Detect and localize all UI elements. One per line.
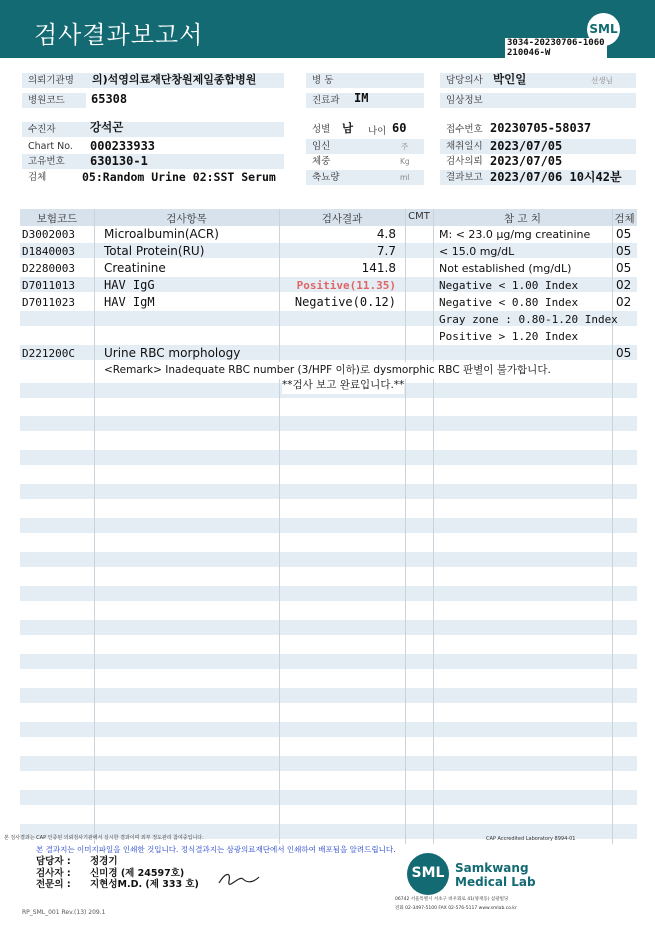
lab-logo: [407, 853, 449, 895]
row-0-item: Microalbumin(ACR): [104, 227, 219, 241]
examiner-value: 신미경 (제 24597호): [90, 868, 185, 879]
department-label: 진료과: [306, 93, 424, 108]
unique-number-label: 고유번호: [22, 154, 284, 169]
hospital-code-value: 65308: [91, 92, 128, 106]
row-1-result: 7.7: [376, 244, 396, 258]
row-0-result: 4.8: [376, 227, 396, 241]
rbc-remark: <Remark> Inadequate RBC number (3/HPF 이하)로 dysmorphic RBC 판별이 불가합니다.: [104, 362, 555, 379]
age-value: 60: [392, 121, 407, 135]
row-2-reference: Not established (mg/dL): [439, 262, 572, 275]
collect-date-value: 2023/07/05: [490, 139, 563, 153]
header-specimen: 검체: [614, 213, 635, 225]
clinical-info-label: 임상정보: [440, 93, 636, 108]
row-4-item: HAV IgM: [104, 295, 155, 309]
pregnancy-label: 임신: [306, 139, 424, 154]
receipt-value: 20230705-58037: [490, 121, 592, 135]
weight-label: 체중: [306, 154, 424, 169]
rbc-item: Urine RBC morphology: [104, 346, 241, 360]
doctor-value: 박인일: [493, 72, 527, 86]
weight-unit: Kg: [400, 157, 410, 166]
reporter-value: 정경기: [90, 856, 118, 867]
report-date-label: 결과보고: [440, 170, 636, 185]
request-date-label: 검사의뢰: [440, 154, 636, 169]
header-item: 검사항목: [166, 213, 207, 225]
row-1-item: Total Protein(RU): [104, 244, 205, 258]
institution-label: 의뢰기관명: [22, 73, 86, 88]
row-4-reference: Negative < 0.80 Index: [439, 296, 579, 309]
specimen-label: 검체: [22, 170, 284, 185]
report-title: 검사결과보고서: [34, 21, 204, 49]
hospital-code-label: 병원코드: [22, 93, 86, 108]
lab-logo-text: SML: [411, 865, 445, 881]
collect-date-label: 채취일시: [440, 139, 636, 154]
pregnancy-unit: 주: [401, 142, 409, 151]
unique-number-value: 630130-1: [90, 154, 148, 168]
department-value: IM: [354, 91, 369, 105]
institution-value: 의)석영의료재단창원제일종합병원: [92, 73, 257, 86]
row-2-item: Creatinine: [104, 261, 166, 275]
doctor-label: 담당의사: [440, 73, 636, 88]
row-2-code: D2280003: [22, 262, 75, 275]
lab-name-1: Samkwang: [455, 861, 529, 875]
specialist-value: 지현성M.D. (제 333 호): [90, 879, 199, 890]
form-number: RP_SML_001 Rev.(13) 209.1: [22, 909, 106, 916]
row-0-specimen: 05: [616, 227, 632, 241]
row-3-reference: Negative < 1.00 Index: [439, 279, 579, 292]
row-4-result: Negative(0.12): [294, 295, 396, 309]
row-3-specimen: 02: [616, 278, 632, 292]
lab-phone: 전화 02-3497-5100 FAX 02-576-5117 www.smlab.co.kr: [395, 906, 517, 911]
row-1-reference: < 15.0 mg/dL: [439, 245, 515, 258]
signature-icon: [215, 867, 261, 889]
header-result: 검사결과: [321, 213, 363, 225]
sex-value: 남: [342, 121, 354, 135]
row-1-specimen: 05: [616, 244, 632, 258]
row-2-specimen: 05: [616, 261, 632, 275]
header-code: 보험코드: [36, 213, 78, 225]
chart-label: Chart No.: [22, 139, 284, 154]
print-notice: 본 결과지는 이미지파일을 인쇄한 것입니다. 정식결과지는 삼광의료재단에서 인쇄하여 배포됨을 알려드립니다.: [36, 845, 396, 854]
lab-name-2: Medical Lab: [455, 875, 536, 889]
report-date-value: 2023/07/06 10시42분: [490, 170, 622, 184]
sex-label: 성별: [306, 122, 424, 137]
row-0-reference: M: < 23.0 µg/mg creatinine: [439, 228, 591, 241]
receipt-label: 접수번호: [440, 122, 636, 137]
rbc-specimen: 05: [616, 346, 632, 360]
cap-accreditation: CAP Accredited Laboratory 8994-01: [486, 836, 576, 842]
cap-note: 본 검사결과는 CAP 인증된 의뢰검사기관에서 실시한 결과이며 외부 정도관리 참여중입니다.: [4, 835, 204, 841]
examinee-label: 수진자: [22, 122, 284, 137]
ward-label: 병 동: [306, 73, 424, 88]
age-label: 나이: [368, 126, 387, 137]
examinee-value: 강석곤: [90, 120, 124, 134]
urine-volume-label: 축뇨량: [306, 170, 424, 185]
row-2-result: 141.8: [361, 261, 396, 275]
document-number-line-1: 3034-20230706-1060: [507, 38, 605, 48]
rbc-code: D221200C: [22, 347, 75, 360]
row-4-specimen: 02: [616, 295, 632, 309]
header-reference: 참 고 치: [503, 213, 542, 225]
specimen-value: 05:Random Urine 02:SST Serum: [82, 170, 276, 184]
document-number-line-2: 210046-W: [507, 48, 551, 58]
row-3-item: HAV IgG: [104, 278, 155, 292]
report-complete-note: **검사 보고 완료입니다.**: [282, 377, 404, 394]
sml-logo: SML: [587, 13, 620, 46]
row-3-code: D7011013: [22, 279, 75, 292]
row-3-result: Positive(11.35): [296, 279, 396, 292]
specialist-label: 전문의 :: [36, 879, 71, 890]
row-0-code: D3002003: [22, 228, 75, 241]
examiner-label: 검사자 :: [36, 868, 71, 879]
row-1-code: D1840003: [22, 245, 75, 258]
request-date-value: 2023/07/05: [490, 154, 563, 168]
urine-volume-unit: ml: [400, 173, 410, 182]
row-4-code: D7011023: [22, 296, 75, 309]
header-cmt: CMT: [408, 211, 430, 222]
reporter-label: 담당자 :: [36, 856, 71, 867]
reference-gray-zone: Gray zone : 0.80-1.20 Index: [439, 313, 618, 326]
lab-address: 06742 서울특별시 서초구 바우뫼로 41(양재동) 삼광빌딩: [395, 897, 509, 902]
reference-positive: Positive > 1.20 Index: [439, 330, 579, 343]
document-number: [505, 38, 607, 58]
doctor-suffix: 선생님: [591, 76, 613, 85]
chart-value: 000233933: [90, 139, 156, 153]
